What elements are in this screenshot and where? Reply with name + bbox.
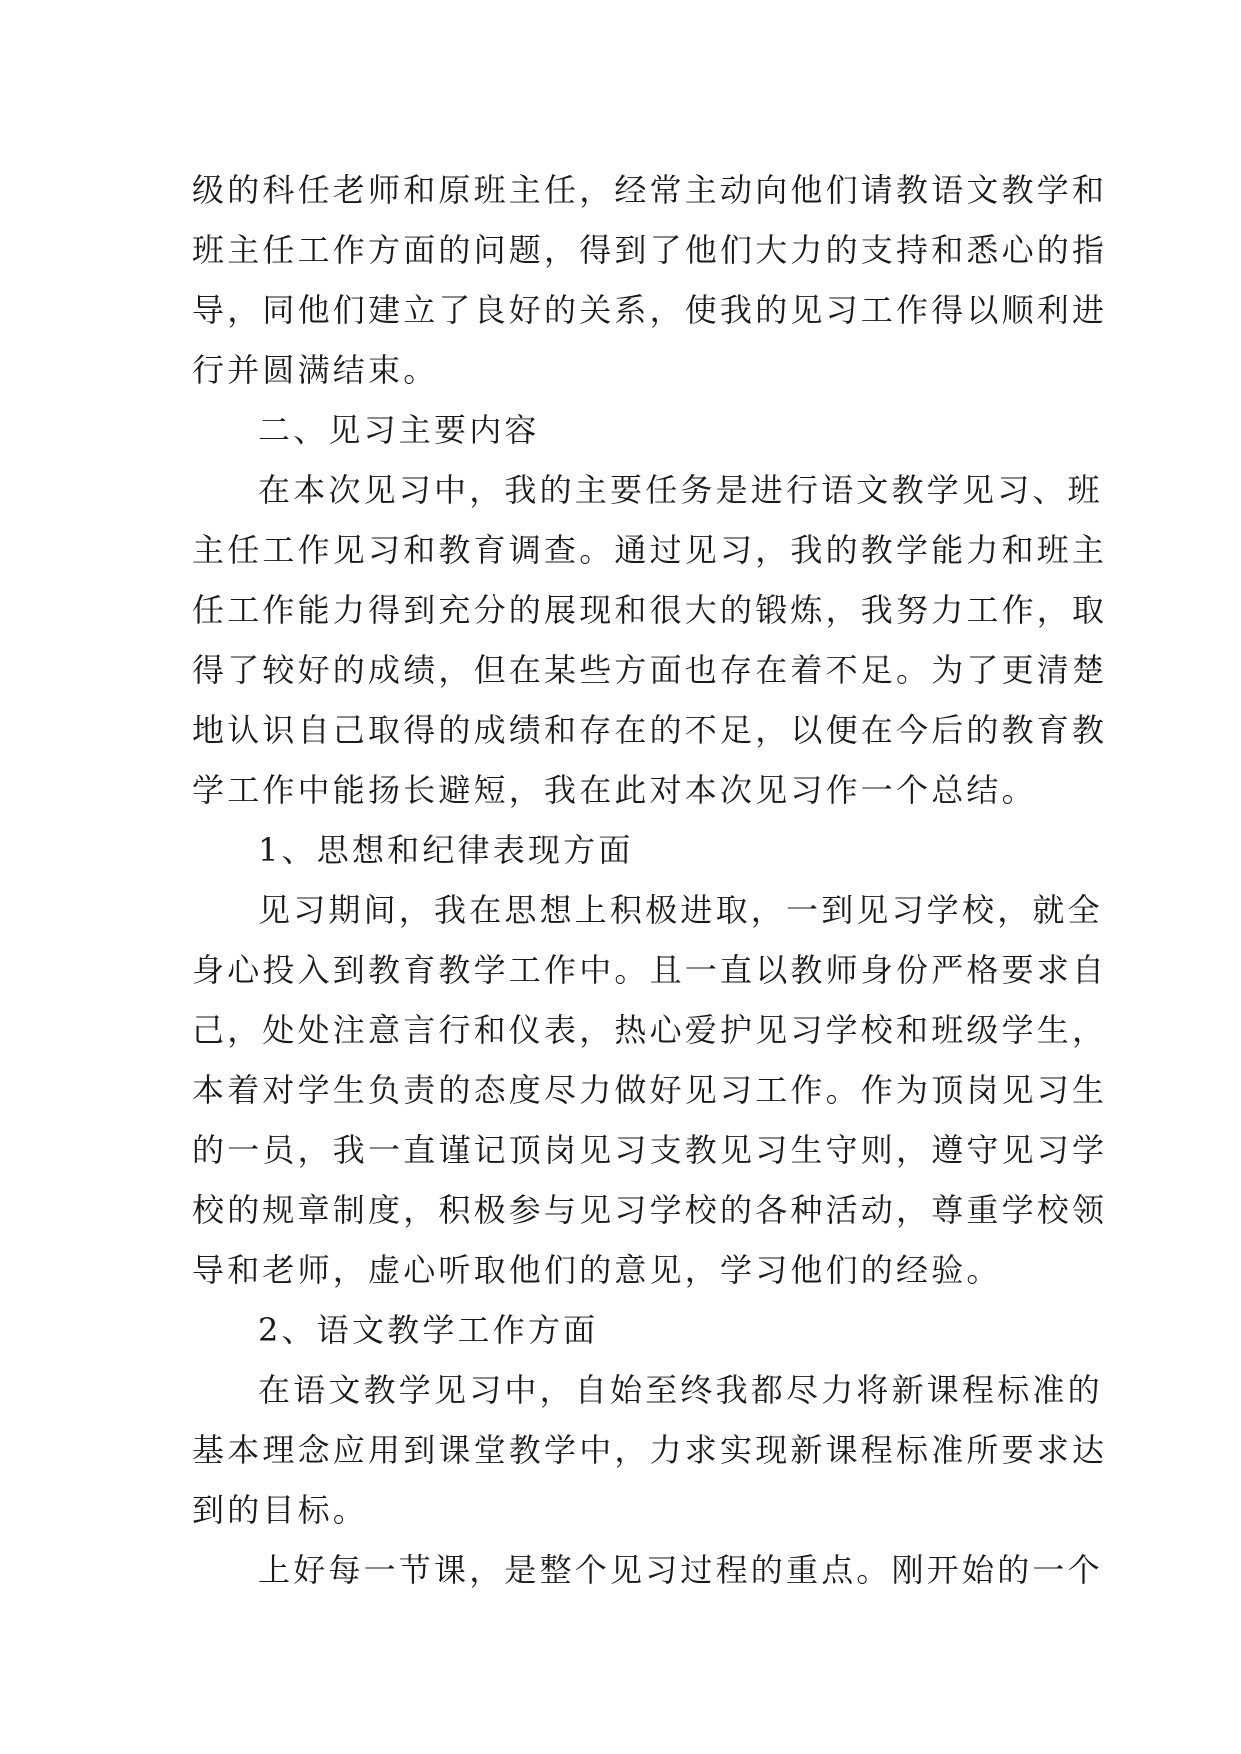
text-line: 导和老师，虚心听取他们的意见，学习他们的经验。 <box>192 1251 1002 1289</box>
text-line: 导，同他们建立了良好的关系，使我的见习工作得以顺利进 <box>192 291 1108 329</box>
text-line: 到的目标。 <box>192 1491 369 1529</box>
text-line: 本着对学生负责的态度尽力做好见习工作。作为顶岗见习生 <box>192 1071 1108 1109</box>
text-line: 得了较好的成绩，但在某些方面也存在着不足。为了更清楚 <box>192 651 1108 689</box>
text-line: 二、见习主要内容 <box>258 411 540 449</box>
text-line: 在本次见习中，我的主要任务是进行语文教学见习、班 <box>258 471 1103 509</box>
text-line: 的一员，我一直谨记顶岗见习支教见习生守则，遵守见习学 <box>192 1131 1108 1169</box>
text-line: 己，处处注意言行和仪表，热心爱护见习学校和班级学生， <box>192 1011 1108 1049</box>
text-line: 班主任工作方面的问题，得到了他们大力的支持和悉心的指 <box>192 231 1108 269</box>
document-body <box>192 160 1108 1600</box>
text-line: 校的规章制度，积极参与见习学校的各种活动，尊重学校领 <box>192 1191 1108 1229</box>
text-line: 1、思想和纪律表现方面 <box>258 831 634 869</box>
text-line: 身心投入到教育教学工作中。且一直以教师身份严格要求自 <box>192 951 1108 989</box>
text-line: 见习期间，我在思想上积极进取，一到见习学校，就全 <box>258 891 1103 929</box>
text-line: 基本理念应用到课堂教学中，力求实现新课程标准所要求达 <box>192 1431 1108 1469</box>
text-line: 地认识自己取得的成绩和存在的不足，以便在今后的教育教 <box>192 711 1108 749</box>
text-line: 任工作能力得到充分的展现和很大的锻炼，我努力工作，取 <box>192 591 1108 629</box>
text-line: 主任工作见习和教育调查。通过见习，我的教学能力和班主 <box>192 531 1108 569</box>
text-line: 级的科任老师和原班主任，经常主动向他们请教语文教学和 <box>192 171 1108 209</box>
text-line: 行并圆满结束。 <box>192 351 439 389</box>
text-line: 在语文教学见习中，自始至终我都尽力将新课程标准的 <box>258 1371 1103 1409</box>
text-line: 学工作中能扬长避短，我在此对本次见习作一个总结。 <box>192 771 1037 809</box>
text-line: 2、语文教学工作方面 <box>258 1311 599 1349</box>
text-line: 上好每一节课，是整个见习过程的重点。刚开始的一个 <box>258 1551 1103 1589</box>
